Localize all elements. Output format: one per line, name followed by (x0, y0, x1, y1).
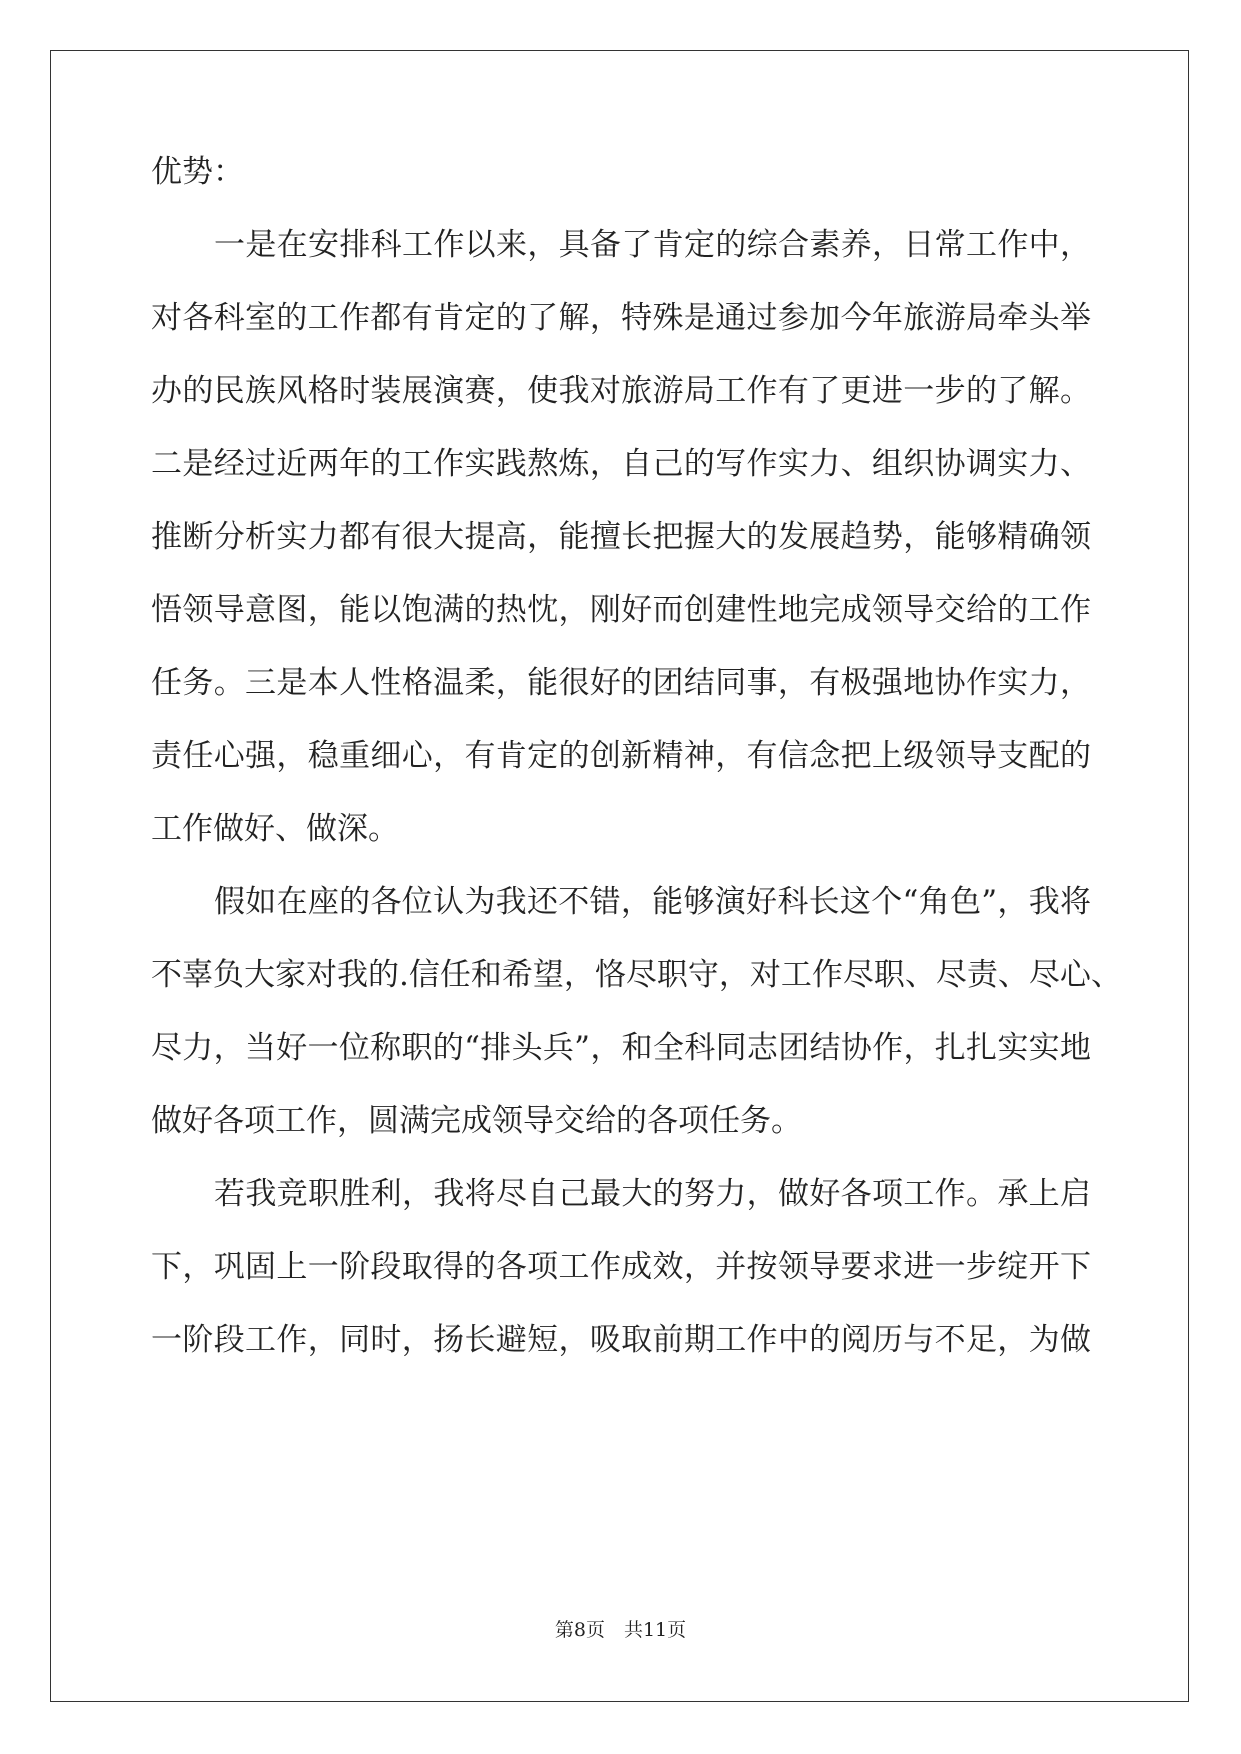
text-line: 对各科室的工作都有肯定的了解，特殊是通过参加今年旅游局牵头举 (151, 300, 1091, 336)
text-line: 一阶段工作，同时，扬长避短，吸取前期工作中的阅历与不足，为做 (151, 1322, 1091, 1358)
text-line: 不辜负大家对我的.信任和希望，恪尽职守，对工作尽职、尽责、尽心、 (151, 957, 1122, 993)
text-line: 尽力，当好一位称职的“排头兵”，和全科同志团结协作，扎扎实实地 (151, 1030, 1091, 1066)
text-line: 优势： (151, 154, 244, 190)
text-line: 假如在座的各位认为我还不错，能够演好科长这个“角色”，我将 (214, 884, 1091, 920)
text-line: 若我竞职胜利，我将尽自己最大的努力，做好各项工作。承上启 (214, 1176, 1091, 1212)
text-line: 二是经过近两年的工作实践熬炼，自己的写作实力、组织协调实力、 (151, 446, 1091, 482)
text-line: 推断分析实力都有很大提高，能擅长把握大的发展趋势，能够精确领 (151, 519, 1091, 555)
text-line: 下，巩固上一阶段取得的各项工作成效，并按领导要求进一步绽开下 (151, 1249, 1091, 1285)
text-line: 一是在安排科工作以来，具备了肯定的综合素养，日常工作中， (214, 227, 1091, 263)
page-number: 第8页 共11页 (554, 1619, 687, 1641)
text-line: 办的民族风格时装展演赛，使我对旅游局工作有了更进一步的了解。 (151, 373, 1091, 409)
text-line: 悟领导意图，能以饱满的热忱，刚好而创建性地完成领导交给的工作 (151, 592, 1091, 628)
text-line: 工作做好、做深。 (151, 811, 399, 847)
text-line: 责任心强，稳重细心，有肯定的创新精神，有信念把上级领导支配的 (151, 738, 1091, 774)
text-line: 做好各项工作，圆满完成领导交给的各项任务。 (151, 1103, 802, 1139)
text-line: 任务。三是本人性格温柔，能很好的团结同事，有极强地协作实力， (151, 665, 1091, 701)
